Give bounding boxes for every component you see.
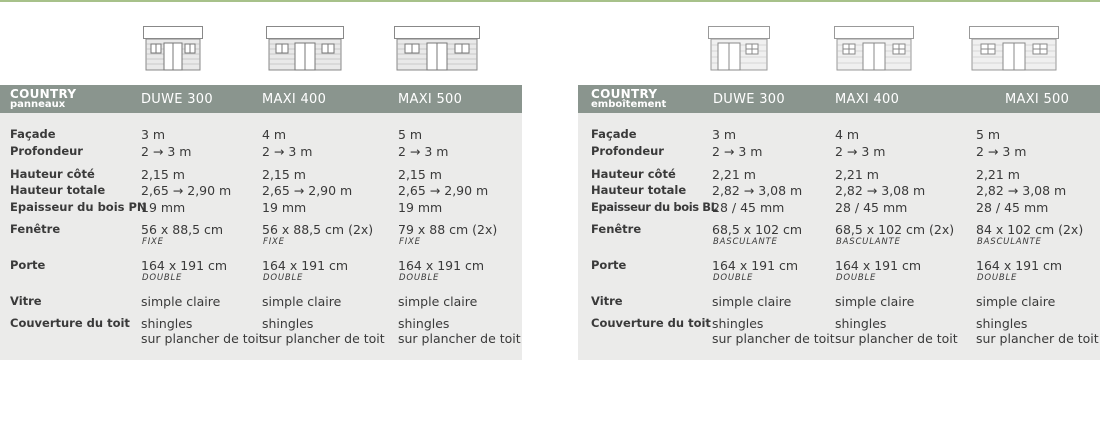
cell: shingles	[712, 316, 764, 331]
cell: simple claire	[141, 294, 221, 309]
cell: sur plancher de toit	[835, 331, 958, 346]
cell: 79 x 88 cm (2x)	[398, 222, 498, 237]
cell-sub: DOUBLE	[142, 273, 183, 283]
model-thumbnails	[0, 24, 522, 85]
cell: 19 mm	[398, 200, 443, 215]
cell: 28 / 45 mm	[712, 200, 785, 215]
row-label: Couverture du toit	[10, 316, 130, 330]
cell: sur plancher de toit	[141, 331, 264, 346]
cell: 2,15 m	[262, 167, 306, 182]
model-name: DUWE 300	[141, 92, 213, 107]
top-accent-line	[0, 0, 1100, 2]
cell: 2,82 → 3,08 m	[835, 183, 926, 198]
row-label: Porte	[10, 258, 46, 272]
cell: 2,82 → 3,08 m	[976, 183, 1067, 198]
cell: 5 m	[976, 127, 1001, 142]
cell-sub: DOUBLE	[399, 273, 440, 283]
brand-name: COUNTRY	[591, 87, 658, 101]
spec-header	[0, 85, 522, 113]
cell: sur plancher de toit	[398, 331, 521, 346]
cell: 164 x 191 cm	[262, 258, 349, 273]
spec-table	[578, 113, 1100, 360]
cell-sub: DOUBLE	[713, 273, 754, 283]
row-label: Hauteur côté	[10, 167, 95, 181]
spec-header	[578, 85, 1100, 113]
cell: 5 m	[398, 127, 423, 142]
brand	[10, 88, 76, 110]
row-label: Vitre	[10, 294, 42, 308]
cell: shingles	[262, 316, 314, 331]
cell: sur plancher de toit	[712, 331, 835, 346]
cell: 3 m	[141, 127, 166, 142]
cell: 2,21 m	[712, 167, 756, 182]
cell-sub: FIXE	[263, 237, 285, 247]
cell: shingles	[141, 316, 193, 331]
cell-sub: DOUBLE	[263, 273, 304, 283]
cell: simple claire	[712, 294, 792, 309]
spec-table	[0, 113, 522, 360]
shed-maxi-500-icon	[394, 26, 480, 72]
cell-sub: BASCULANTE	[977, 237, 1042, 247]
model-name: MAXI 400	[262, 92, 327, 107]
cell: 2,82 → 3,08 m	[712, 183, 803, 198]
cell: 164 x 191 cm	[398, 258, 485, 273]
cell: 2 → 3 m	[712, 144, 763, 159]
cell: 2,65 → 2,90 m	[398, 183, 489, 198]
cell: 19 mm	[141, 200, 186, 215]
row-label: Epaisseur du bois PN	[10, 200, 147, 214]
cell: 2 → 3 m	[398, 144, 449, 159]
spec-panel-emboitement	[578, 24, 1100, 360]
cell: 4 m	[262, 127, 287, 142]
cell: 2,65 → 2,90 m	[262, 183, 353, 198]
row-label: Profondeur	[10, 144, 83, 158]
cell: shingles	[976, 316, 1028, 331]
cell: simple claire	[398, 294, 478, 309]
cell: sur plancher de toit	[262, 331, 385, 346]
model-name: DUWE 300	[713, 92, 785, 107]
cell: 164 x 191 cm	[976, 258, 1063, 273]
cell-sub: BASCULANTE	[713, 237, 778, 247]
cell: 164 x 191 cm	[141, 258, 228, 273]
cell-sub: DOUBLE	[836, 273, 877, 283]
cell: 2 → 3 m	[976, 144, 1027, 159]
cell: 4 m	[835, 127, 860, 142]
shed-maxi-500-icon	[969, 26, 1059, 72]
cell-sub: BASCULANTE	[836, 237, 901, 247]
cell-sub: FIXE	[142, 237, 164, 247]
model-name: MAXI 500	[398, 92, 463, 107]
cell: 2 → 3 m	[141, 144, 192, 159]
model-name: MAXI 500	[1005, 92, 1070, 107]
row-label: Hauteur totale	[10, 183, 106, 197]
row-label: Hauteur côté	[591, 167, 676, 181]
cell: 68,5 x 102 cm	[712, 222, 803, 237]
cell: 2 → 3 m	[835, 144, 886, 159]
row-label: Fenêtre	[10, 222, 61, 236]
cell: 2 → 3 m	[262, 144, 313, 159]
cell: simple claire	[835, 294, 915, 309]
row-label: Profondeur	[591, 144, 664, 158]
brand-subtitle: emboîtement	[591, 99, 667, 110]
cell: 164 x 191 cm	[835, 258, 922, 273]
cell: 28 / 45 mm	[835, 200, 908, 215]
cell-sub: DOUBLE	[977, 273, 1018, 283]
cell: 68,5 x 102 cm (2x)	[835, 222, 955, 237]
row-label: Epaisseur du bois BL	[591, 200, 718, 214]
cell: simple claire	[262, 294, 342, 309]
cell: shingles	[835, 316, 887, 331]
brand-subtitle: panneaux	[10, 99, 66, 110]
cell-sub: FIXE	[399, 237, 421, 247]
shed-duwe-300-icon	[708, 26, 770, 72]
cell: 2,21 m	[976, 167, 1020, 182]
spec-panel-panneaux	[0, 24, 522, 360]
cell: simple claire	[976, 294, 1056, 309]
cell: 28 / 45 mm	[976, 200, 1049, 215]
cell: 3 m	[712, 127, 737, 142]
row-label: Couverture du toit	[591, 316, 711, 330]
cell: sur plancher de toit	[976, 331, 1099, 346]
shed-maxi-400-icon	[834, 26, 914, 72]
row-label: Façade	[10, 127, 56, 141]
row-label: Vitre	[591, 294, 623, 308]
cell: 2,21 m	[835, 167, 879, 182]
cell: 2,65 → 2,90 m	[141, 183, 232, 198]
cell: 56 x 88,5 cm (2x)	[262, 222, 374, 237]
model-name: MAXI 400	[835, 92, 900, 107]
cell: 164 x 191 cm	[712, 258, 799, 273]
brand	[591, 88, 666, 110]
cell: 56 x 88,5 cm	[141, 222, 224, 237]
cell: 19 mm	[262, 200, 307, 215]
row-label: Hauteur totale	[591, 183, 687, 197]
brand-name: COUNTRY	[10, 87, 77, 101]
shed-duwe-300-icon	[143, 26, 203, 72]
shed-maxi-400-icon	[266, 26, 344, 72]
model-thumbnails	[578, 24, 1100, 85]
cell: 84 x 102 cm (2x)	[976, 222, 1084, 237]
row-label: Fenêtre	[591, 222, 642, 236]
cell: shingles	[398, 316, 450, 331]
cell: 2,15 m	[398, 167, 442, 182]
row-label: Façade	[591, 127, 637, 141]
row-label: Porte	[591, 258, 627, 272]
cell: 2,15 m	[141, 167, 185, 182]
